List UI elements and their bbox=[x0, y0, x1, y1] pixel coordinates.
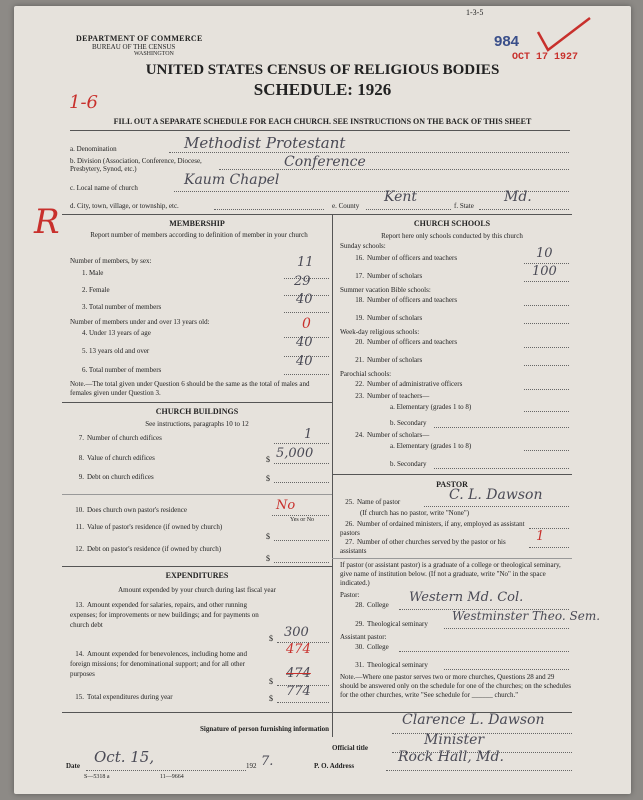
stamp-number: 984 bbox=[494, 33, 520, 50]
buildings-title: CHURCH BUILDINGS bbox=[155, 407, 239, 416]
membership-title: MEMBERSHIP bbox=[169, 219, 225, 228]
pastor-name-label: Name of pastor bbox=[357, 498, 401, 506]
under-13-label: 4. Under 13 years of age bbox=[82, 329, 151, 337]
seminary-value: Westminster Theo. Sem. bbox=[452, 609, 601, 623]
denomination-value: Methodist Protestant bbox=[184, 134, 346, 152]
residence-debt-label: Debt on pastor's residence (if owned by church) bbox=[87, 545, 222, 553]
pastor-residence-value: No bbox=[276, 498, 296, 513]
over-13-value: 40 bbox=[296, 335, 313, 350]
expenditures-intro: Amount expended by your church during last fiscal year bbox=[118, 586, 276, 594]
margin-mark: 1-6 bbox=[69, 92, 98, 113]
members-by-age-label: Number of members under and over 13 years old: bbox=[70, 318, 210, 326]
sunday-schools-label: Sunday schools: bbox=[340, 242, 386, 250]
department-label: DEPARTMENT OF COMMERCE bbox=[76, 34, 203, 43]
schedule-title: SCHEDULE: 1926 bbox=[253, 80, 392, 99]
total-age-value: 40 bbox=[296, 354, 313, 369]
female-label: 2. Female bbox=[82, 286, 110, 294]
yes-no-hint: Yes or No bbox=[290, 517, 315, 523]
summer-schools-label: Summer vacation Bible schools: bbox=[340, 286, 431, 294]
red-checkmark-icon bbox=[534, 14, 594, 54]
date-label: Date bbox=[66, 762, 80, 770]
state-label: f. State bbox=[454, 202, 474, 210]
running-expenses-label: Amount expended for salaries, repairs, and other running expenses; for improvements or new buildings; and for payments on church debt bbox=[70, 601, 259, 629]
over-13-label: 5. 13 years old and over bbox=[82, 347, 150, 355]
college-label: College bbox=[367, 601, 389, 609]
sunday-teachers-value: 10 bbox=[536, 246, 553, 261]
pastor-title: PASTOR bbox=[436, 480, 468, 489]
edifices-value: 1 bbox=[304, 427, 313, 442]
po-address-value: Rock Hall, Md. bbox=[398, 749, 504, 765]
benevolences-label: Amount expended for benevolences, including home and foreign missions; for denominational support; and for all other purposes bbox=[70, 650, 247, 678]
sunday-scholars-label: Number of scholars bbox=[367, 272, 423, 280]
seminary-label: Theological seminary bbox=[367, 620, 428, 628]
pastor-none-note: (If church has no pastor, write "None") bbox=[360, 509, 470, 517]
membership-note: Note.—The total given under Question 6 should be the same as the total of males and females given under Question 3. bbox=[70, 380, 310, 397]
denomination-label: a. Denomination bbox=[70, 145, 117, 153]
pastor-residence-label: Does church own pastor's residence bbox=[87, 506, 188, 514]
graduate-note: If pastor (or assistant pastor) is a graduate of a college or theological seminary, give name of institution below. (If not a graduate, write "No" in the space indicated.) bbox=[340, 561, 561, 587]
county-value: Kent bbox=[384, 189, 418, 205]
edifice-value-label: Value of church edifices bbox=[87, 454, 155, 462]
sunday-teachers-label: Number of officers and teachers bbox=[367, 254, 458, 262]
city-label: WASHINGTON bbox=[134, 51, 174, 57]
instructions-banner: FILL OUT A SEPARATE SCHEDULE FOR EACH CHURCH. SEE INSTRUCTIONS ON THE BACK OF THIS SHEET bbox=[113, 117, 532, 126]
benevolences-value: 474 bbox=[286, 642, 311, 657]
pastor-name-value: C. L. Dawson bbox=[449, 487, 543, 503]
members-by-sex-label: Number of members, by sex: bbox=[70, 257, 152, 265]
schools-title: CHURCH SCHOOLS bbox=[413, 219, 491, 228]
weekday-teachers-label: Number of officers and teachers bbox=[367, 338, 458, 346]
total-members-label: 3. Total number of members bbox=[82, 303, 162, 311]
signature-label: Signature of person furnishing information bbox=[200, 725, 329, 733]
form-code: S—5318 a bbox=[84, 774, 110, 780]
running-expenses-value: 300 bbox=[284, 625, 309, 640]
residence-value-label: Value of pastor's residence (if owned by church) bbox=[87, 523, 223, 531]
top-code: 1-3-5 bbox=[466, 8, 484, 17]
expenditures-title: EXPENDITURES bbox=[165, 571, 229, 580]
r-mark: R bbox=[34, 202, 60, 242]
local-name-label: c. Local name of church bbox=[70, 184, 138, 192]
benevolences-crossed: 474 bbox=[286, 666, 311, 681]
total-age-label: 6. Total number of members bbox=[82, 366, 162, 374]
sunday-scholars-value: 100 bbox=[532, 264, 557, 279]
edifices-label: Number of church edifices bbox=[87, 434, 162, 442]
total-members-value: 40 bbox=[296, 292, 313, 307]
college-value: Western Md. Col. bbox=[409, 590, 524, 605]
form-title: UNITED STATES CENSUS OF RELIGIOUS BODIES bbox=[145, 62, 500, 78]
assistant-college-label: College bbox=[367, 643, 389, 651]
male-label: 1. Male bbox=[82, 269, 104, 277]
summer-scholars-label: Number of scholars bbox=[367, 314, 423, 322]
ordained-ministers-label: Number of ordained ministers, if any, employed as assistant pastors bbox=[340, 520, 525, 537]
edifice-debt-label: Debt on church edifices bbox=[87, 473, 154, 481]
scholars-secondary-label: b. Secondary bbox=[390, 460, 427, 468]
membership-intro: Report number of members according to definition of member in your church bbox=[90, 231, 308, 239]
stamp-date: OCT 17 1927 bbox=[512, 52, 579, 63]
parochial-scholars-label: Number of scholars— bbox=[367, 431, 430, 439]
county-label: e. County bbox=[332, 202, 360, 210]
local-name-value: Kaum Chapel bbox=[184, 172, 280, 188]
parochial-schools-label: Parochial schools: bbox=[340, 370, 392, 378]
parochial-teachers-label: Number of teachers— bbox=[367, 392, 430, 400]
state-value: Md. bbox=[504, 189, 532, 205]
summer-teachers-label: Number of officers and teachers bbox=[367, 296, 458, 304]
assistant-seminary-label: Theological seminary bbox=[367, 661, 428, 669]
total-expenditures-value: 774 bbox=[286, 684, 311, 699]
total-expenditures-label: Total expenditures during year bbox=[87, 693, 173, 701]
teachers-elementary-label: a. Elementary (grades 1 to 8) bbox=[390, 403, 472, 411]
division-value: Conference bbox=[284, 154, 366, 170]
under-13-value: 0 bbox=[302, 316, 311, 332]
year-value: 7. bbox=[261, 754, 274, 769]
schools-intro: Report here only schools conducted by this church bbox=[381, 232, 523, 240]
edifice-value-amount: 5,000 bbox=[276, 446, 314, 461]
assistant-pastor-label: Assistant pastor: bbox=[340, 633, 387, 641]
official-title-value: Minister bbox=[424, 732, 485, 748]
official-title-label: Official title bbox=[332, 744, 368, 752]
teachers-secondary-label: b. Secondary bbox=[390, 419, 427, 427]
weekday-scholars-label: Number of scholars bbox=[367, 356, 423, 364]
parochial-officers-label: Number of administrative officers bbox=[367, 380, 463, 388]
other-churches-value: 1 bbox=[536, 529, 545, 544]
final-note: Note.—Where one pastor serves two or more churches, Questions 28 and 29 should be answered only on the schedule for one of the churches; on the schedules for the other churches, write "See schedule for ______ church." bbox=[340, 673, 571, 699]
signature-value: Clarence L. Dawson bbox=[402, 712, 545, 728]
year-prefix: 192 bbox=[246, 762, 257, 770]
scholars-elementary-label: a. Elementary (grades 1 to 8) bbox=[390, 442, 472, 450]
po-address-label: P. O. Address bbox=[314, 762, 355, 770]
female-value: 29 bbox=[294, 274, 311, 289]
city-town-label: d. City, town, village, or township, etc. bbox=[70, 202, 179, 210]
other-churches-label: Number of other churches served by the pastor or his assistants bbox=[340, 538, 506, 555]
buildings-intro: See instructions, paragraphs 10 to 12 bbox=[145, 420, 249, 428]
census-schedule-sheet: 1-3-5 DEPARTMENT OF COMMERCE BUREAU OF THE CENSUS WASHINGTON UNITED STATES CENSUS OF RELIGIOUS BODIES SCHEDULE: 1926 FILL OUT A SEPARATE SCHEDULE FOR EACH CHURCH. SEE INSTRUCTIONS ON THE BACK OF THIS SHEET 984 OCT 17 1927 1-6 R a. Denomination Methodist Protestant b. Division (Association, Conference, Diocese, Presbytery, Synod, etc.) Conference c. Local name of church Kaum Chapel d. City, town, village, or township, etc. e. County Kent f. State Md. MEMBERSHIP Report number of members according to definition of member in your church Number of members, by sex: 1. Male 11 2. Female 29 3. Total number of members 40 Number of members under and over 13 years old: 4. Under 13 years of age 0 5. 13 years old and over 40 6. Total number of members 40 Note.—The total given under Question 6 should be the same as the total of males and females given under Question 3. CHURCH BUILDINGS See instructions, paragraphs 10 to 12 7. Number of church edifices 1 8. Value of church edifices $ 5,000 9. Debt on church edifices $ 10. Does church own pastor's residence No Yes or No 11. Value of pastor's residence (if owned by church) $ 12. Debt on pastor's residence (if owned by church) $ EXPENDITURES Amount expended by your church during last fiscal year 13. Amount expended for salaries, repairs, and other running expenses; for improvements or new buildings; and for payments on church debt $ 300 14. Amount expended for benevolences, including home and foreign missions; for denominational support; and for all other purposes 474 $ 474 15. Total expenditures during year $ 774 CHURCH SCHOOLS Report here only schools conducted by this church Sunday schools: 16. Number of officers and teachers 10 17. Number of scholars 100 Summer vacation Bible schools: 18. Number of officers and teachers 19. Number of scholars Week-day religious schools: 20. Number of officers and teachers 21. Number of scholars Parochial schools: 22. Number of administrative officers 23. Number of teachers— a. Elementary (grades 1 to 8) b. Secondary 24. Number of scholars— a. Elementary (grades 1 to 8) b. Secondary PASTOR 25. Name of pastor C. L. Dawson (If church has no pastor, write "None") 26. Number of ordained ministers, if any, employed as assistant pastors 27. Number of other churches served by the pastor or his assistants 1 If pastor (or assistant pastor) is a graduate of a college or theological seminary, give name of institution below. (If not a graduate, write "No" in the space indicated.) Pastor: 28. College Western Md. Col. 29. Theological seminary Westminster Theo. Sem. Assistant pastor: 30. College 31. Theological seminary Note.—Where one pastor serves two or more churches, Questions 28 and 29 should be answered only on the schedule for one of the churches; on the schedules for the other churches, write "See schedule for ______ church." Signature of person furnishing information Clarence L. Dawson Official title Minister Date Oct. 15, 192 7. P. O. Address Rock Hall, Md. S—5318 a 11—9664 bbox=[14, 6, 631, 794]
male-value: 11 bbox=[297, 255, 314, 270]
print-code: 11—9664 bbox=[160, 774, 184, 780]
pastor-sub-label: Pastor: bbox=[340, 591, 360, 599]
weekday-schools-label: Week-day religious schools: bbox=[340, 328, 420, 336]
division-label: b. Division (Association, Conference, Diocese, Presbytery, Synod, etc.) bbox=[70, 157, 202, 173]
bureau-label: BUREAU OF THE CENSUS bbox=[92, 43, 176, 51]
date-value: Oct. 15, bbox=[94, 748, 155, 766]
